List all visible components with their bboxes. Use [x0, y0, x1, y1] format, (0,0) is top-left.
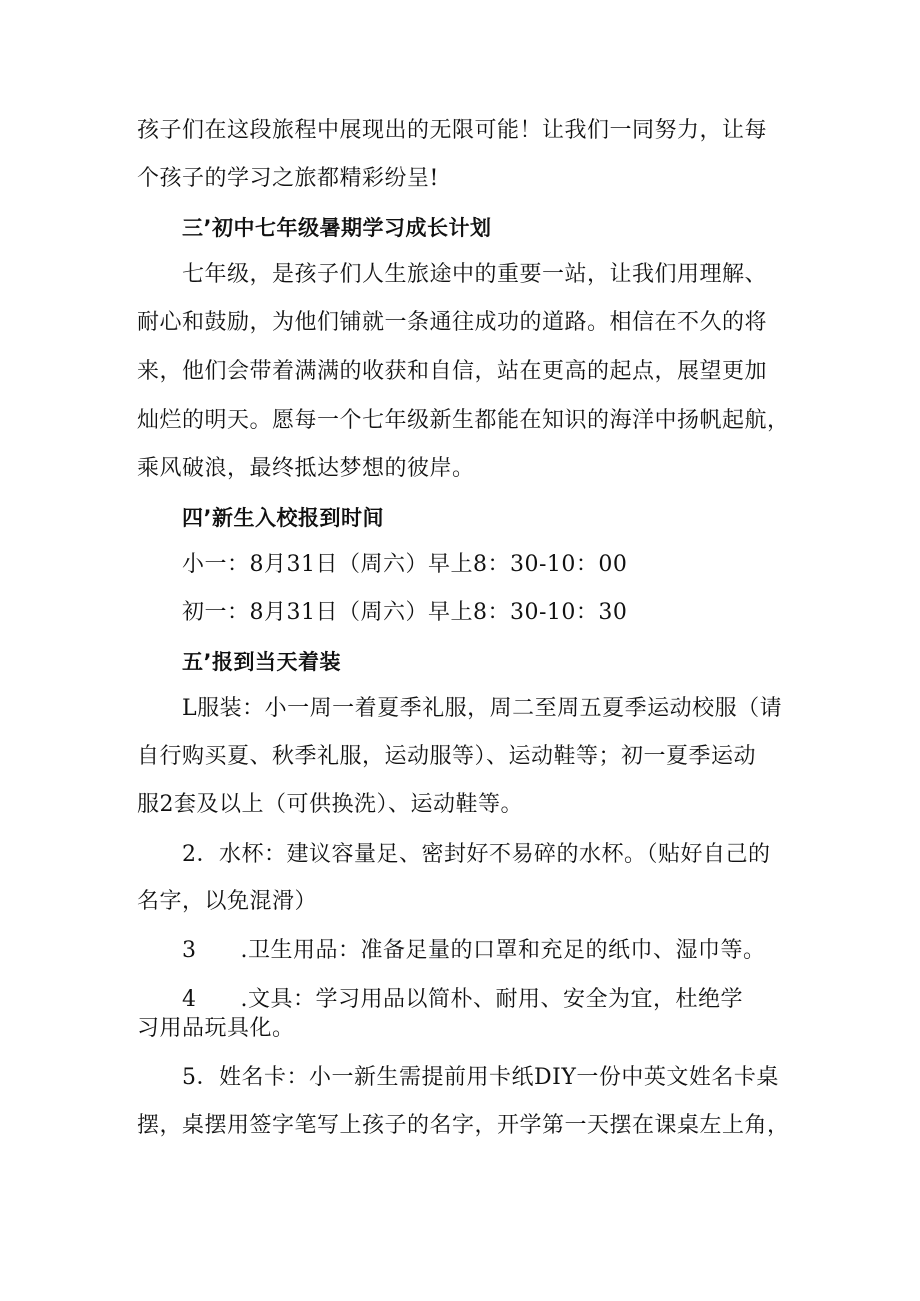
item-1-line-1: L服装：小一周一着夏季礼服，周二至周五夏季运动校服（请 — [182, 696, 783, 721]
item-3-line — [182, 936, 766, 966]
item-4-line-1 — [182, 985, 743, 1015]
section-3-line-1: 七年级，是孩子们人生旅途中的重要一站，让我们用理解、 — [182, 262, 768, 287]
item-3-text: .卫生用品：准备足量的口罩和充足的纸巾、湿巾等。 — [240, 938, 766, 963]
section-3-line-2: 耐心和鼓励，为他们铺就一条通往成功的道路。相信在不久的将 — [137, 310, 768, 335]
item-4-line-2: 习用品玩具化。 — [137, 1016, 295, 1041]
item-4-number: 4 — [182, 987, 197, 1012]
item-5-line-2: 摆，桌摆用签字笔写上孩子的名字，开学第一天摆在课桌左上角， — [137, 1113, 790, 1138]
intro-line-1: 孩子们在这段旅程中展现出的无限可能！让我们一同努力，让每 — [137, 118, 768, 143]
item-1-line-2: 自行购买夏、秋季礼服，运动服等）、运动鞋等；初一夏季运动 — [137, 744, 757, 769]
section-3-line-5: 乘风破浪，最终抵达梦想的彼岸。 — [137, 456, 475, 481]
section-5-heading: 五’报到当天着装 — [182, 650, 341, 674]
section-3-heading: 三’初中七年级暑期学习成长计划 — [182, 216, 492, 240]
item-4-text: .文具：学习用品以简朴、耐用、安全为宜，杜绝学 — [240, 987, 743, 1012]
item-2-line-1: 2．水杯：建议容量足、密封好不易碎的水杯。（贴好自己的 — [182, 842, 771, 867]
section-3-line-4: 灿烂的明天。愿每一个七年级新生都能在知识的海洋中扬帆起航， — [137, 408, 790, 433]
item-1-line-3: 服2套及以上（可供换洗）、运动鞋等。 — [137, 792, 523, 817]
section-4-line-1: 小一：8月31日（周六）早上8：30-10：00 — [182, 552, 628, 577]
intro-line-2: 个孩子的学习之旅都精彩纷呈! — [137, 166, 439, 191]
section-3-line-3: 来，他们会带着满满的收获和自信，站在更高的起点，展望更加 — [137, 359, 768, 384]
item-2-line-2: 名字，以免混滑） — [137, 889, 318, 914]
item-5-line-1: 5．姓名卡：小一新生需提前用卡纸DIY一份中英文姓名卡桌 — [182, 1065, 779, 1090]
section-4-line-2: 初一：8月31日（周六）早上8：30-10：30 — [182, 600, 628, 625]
section-4-heading: 四’新生入校报到时间 — [182, 506, 384, 530]
item-3-number: 3 — [182, 938, 197, 963]
